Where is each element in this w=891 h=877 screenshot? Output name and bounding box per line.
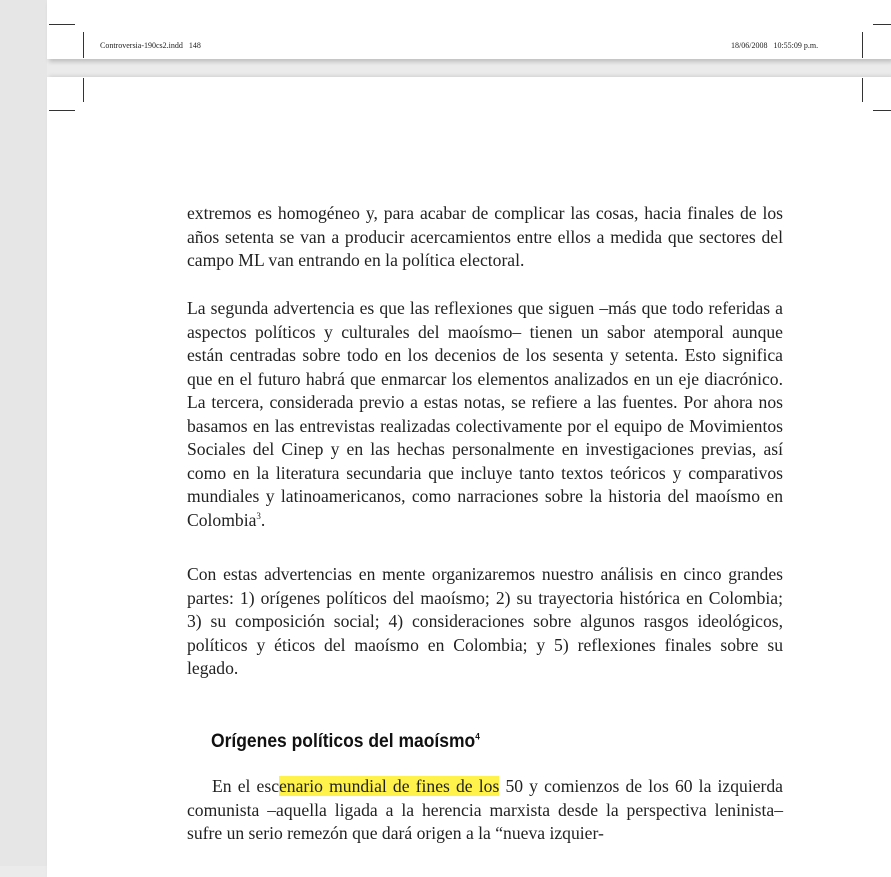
highlighted-text[interactable]: enario mundial de fines de los (279, 776, 500, 796)
paragraph-2-text (187, 297, 783, 532)
paragraph-1-text: extremos es homogéneo y, para acabar de complicar las cosas, hacia finales de los años setenta se van a producir acercamientos entre ellos a medida que sectores del campo ML van entrando en la política electoral. (187, 203, 783, 270)
crop-mark (49, 110, 75, 111)
paragraph-4-text (187, 775, 783, 846)
section-heading-text: Orígenes políticos del maoísmo (211, 731, 476, 752)
paragraph-2-body: La segunda advertencia es que las reflexiones que siguen –más que todo referidas a aspectos políticos y culturales del maoísmo– tienen un sabor atemporal aunque están centradas sobre todo en los decenios de los sesenta y setenta. Esto significa que en el futuro habrá que enmarcar los elementos analizados en un eje diacrónico. La tercera, considerada previo a estas notas, se refiere a las fuentes. Por ahora nos basamos en las entrevistas realizadas colectivamente por el equipo de Movimientos Sociales del Cinep y en las hechas personalmente en investigaciones previas, así como en la literatura secundaria que incluye tanto textos teóricos y comparativos mundiales y latinoamericanos, como narraciones sobre la historia del maoísmo en Colombia (187, 298, 783, 530)
paragraph-3 (187, 563, 783, 681)
section-heading (211, 731, 480, 753)
slug-datetime: 18/06/2008 10:55:09 p.m. (731, 41, 819, 50)
crop-mark (83, 32, 84, 58)
footnote-ref-4[interactable]: 4 (475, 731, 480, 742)
previous-page-bottom (47, 0, 891, 59)
crop-mark (83, 78, 84, 102)
crop-mark (862, 32, 863, 58)
paragraph-3-text: Con estas advertencias en mente organizaremos nuestro análisis en cinco grandes partes: 1) orígenes políticos del maoísmo; 2) su trayectoria histórica en Colombia; 3) su composición social; 4) consideraciones sobre algunos rasgos ideológicos, políticos y éticos del maoísmo en Colombia; y 5) reflexiones finales sobre su legado. (187, 564, 783, 678)
left-gutter (0, 0, 47, 866)
crop-mark (49, 24, 75, 25)
paragraph-1 (187, 202, 783, 273)
footnote-ref-3[interactable]: 3 (256, 510, 261, 521)
paragraph-2-end: . (260, 509, 266, 530)
paragraph-2 (187, 297, 783, 532)
crop-mark (873, 24, 891, 25)
paragraph-4-start: En el esc (212, 776, 279, 796)
crop-mark (862, 78, 863, 102)
crop-mark (873, 110, 891, 111)
paragraph-4 (187, 775, 783, 846)
paragraph-4-rest: 50 y comienzos de los 60 la izquierda comunista –aquella ligada a la herencia marxista desde la perspectiva leninista– sufre un serio remezón que dará origen a la “nueva izquier- (187, 776, 783, 843)
slug-filename: Controversia-190cs2.indd 148 (100, 41, 201, 50)
